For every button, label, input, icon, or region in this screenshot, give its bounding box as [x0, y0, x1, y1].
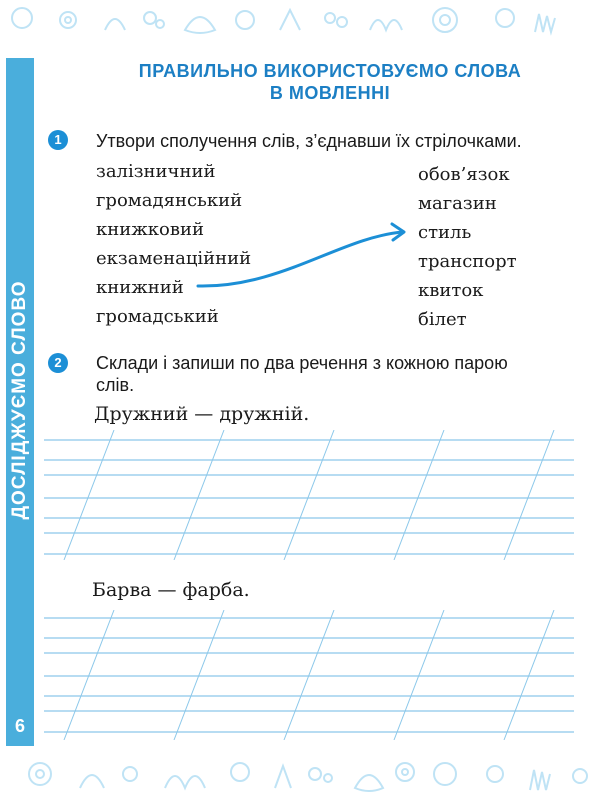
page-title-line2: В МОВЛЕННІ	[269, 83, 391, 103]
left-word[interactable]: громадянський	[96, 190, 243, 211]
word-pair-2: Барва — фарба.	[92, 579, 250, 601]
page-title	[60, 60, 600, 104]
example-connection-arrow	[190, 218, 420, 298]
right-word[interactable]: стиль	[418, 222, 472, 243]
handwriting-lines-block-1[interactable]	[44, 430, 580, 560]
right-word[interactable]: обов’язок	[418, 164, 510, 185]
task-number-badge-1: 1	[48, 130, 68, 150]
left-word[interactable]: екзаменаційний	[96, 248, 252, 269]
right-word[interactable]: білет	[418, 309, 467, 330]
right-word[interactable]: магазин	[418, 193, 497, 214]
task1-instruction: Утвори сполучення слів, з’єднавши їх стрілочками.	[96, 131, 522, 151]
page-title-line1: ПРАВИЛЬНО ВИКОРИСТОВУЄМО СЛОВА	[138, 61, 522, 81]
task2-instruction-line2: слів.	[96, 375, 135, 395]
handwriting-lines-block-2[interactable]	[44, 610, 580, 740]
right-word[interactable]: транспорт	[418, 251, 517, 272]
left-word[interactable]: книжковий	[96, 219, 205, 240]
task-number-badge-2: 2	[48, 353, 68, 373]
word-pair-1: Дружний — дружній.	[94, 403, 310, 425]
section-title-vertical	[6, 270, 34, 530]
left-word[interactable]: громадський	[96, 306, 219, 327]
task2-instruction-line1: Склади і запиши по два речення з кожною парою	[96, 353, 508, 373]
left-word[interactable]: залізничний	[96, 161, 216, 182]
right-word[interactable]: квиток	[418, 280, 484, 301]
page-number: 6	[14, 716, 25, 736]
floral-border-bottom	[0, 752, 600, 796]
left-word[interactable]: книжний	[96, 277, 184, 298]
section-title-label: ДОСЛІДЖУЄМО СЛОВО	[9, 280, 30, 520]
floral-border-top	[0, 0, 600, 40]
